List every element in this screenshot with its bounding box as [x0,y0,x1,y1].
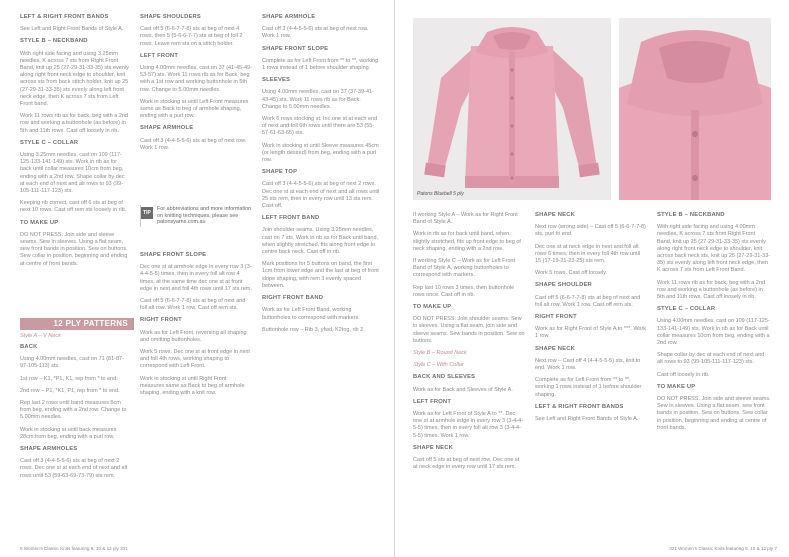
pattern-paragraph: Dec one st at neck edge in next and foll alt rows 6 times, then in every foll 4th row until 15 (17-19-21-23-25) sts rem. [535,243,641,265]
right-footer: 331 Women's Classic Knits featuring 8, 10 & 12 ply 7 [669,546,777,551]
section-heading: RIGHT FRONT [535,314,577,321]
left-column-1 [20,14,130,273]
right-column-3 [657,212,771,437]
collar-detail-illustration [619,18,771,200]
section-heading: STYLE B – NECKBAND [20,38,88,45]
section-heading: RIGHT FRONT [140,317,182,324]
section-heading: TO MAKE UP [20,219,59,226]
collar-detail-photo [619,18,771,200]
pattern-paragraph: Cast off loosely in rib. [657,371,710,378]
section-heading: TO MAKE UP [657,383,696,390]
pattern-paragraph: Keeping rib correct, cast off 6 sts at beg of next 10 rows. Cast off rem sts loosely in rib. [20,200,127,214]
left-page [0,0,394,557]
style-subheading: Style C – With Collar [413,362,464,369]
pattern-paragraph: Cast off 3 (4-4-5-5-6) sts at beg of next row. Work 1 row. [262,26,369,40]
left-column-3 [262,14,380,339]
right-page [395,0,789,557]
tip-box [140,205,253,227]
pattern-paragraph: Work in stocking st until Right Front measures same as Back to beg of armhole shaping, ending with a knit row. [140,375,245,397]
pattern-paragraph: Cast off 5 (6-6-7-7-8) sts at beg of next and foll alt row. Work 1 row. Cast off rem sts. [140,298,246,312]
pattern-paragraph: 1st row – K1, *P1, K1, rep from * to end. [20,375,118,382]
pattern-paragraph: Rep last 10 rows 3 times, then buttonhole rows once. Cast off in rib. [413,284,515,298]
pattern-paragraph: See Left and Right Front Bands of Style A. [20,26,124,33]
section-heading: LEFT FRONT [140,52,179,59]
pattern-paragraph: Using 4.00mm needles, cast on 71 (81-87-97-105-113) sts. [20,356,124,370]
pattern-paragraph: Work in stocking st until Left Front measures same as Back to beg of armhole shaping, ending with a purl row. [140,98,249,120]
section-heading: LEFT & RIGHT FRONT BANDS [535,403,624,410]
section-heading: SHAPE FRONT SLOPE [262,45,329,52]
pattern-paragraph: Work as for Left Front Band, working buttonholes to correspond with markers. [262,307,360,321]
pattern-paragraph: Next row – Cast off 4 (4-4-5-5-5) sts, knit to end. Work 1 row. [535,357,641,372]
pattern-paragraph: Work as for Right Front of Style A to ***. Work 1 row. [535,326,647,340]
left-footer: 8 Women's Classic Knits featuring 8, 10 & 12 ply 331 [20,546,128,551]
pattern-paragraph: Rep last 2 rows until band measures 5cm from beg, ending with a 2nd row. Change to 5.00mm needles. [20,400,127,421]
section-heading: SHAPE SHOULDERS [140,14,201,20]
pattern-paragraph: Next row (wrong side) – Cast off 5 (6-6-7-7-8) sts, purl to end. [535,224,646,238]
section-heading: SHAPE TOP [262,169,298,176]
pattern-paragraph: Shape collar by dec at each end of next and alt rows to 93 (99-105-111-117-123) sts. [657,352,765,366]
left-column-1-lower [20,344,130,485]
cardigan-photo [413,18,611,200]
pattern-paragraph: Buttonhole row – Rib 3, yfwd, K2tog, rib 2. [262,326,365,333]
pattern-paragraph: Using 3.25mm needles, cast on 109 (117-125-133-141-149) sts. Work in rib as for back until collar measures 10cm from beg, ending with a 2nd row. Shape collar by dec at each end of next and alt rows to 93 (99-105-111-117-123) sts. [20,152,125,195]
section-heading: TO MAKE UP [413,304,452,311]
pattern-paragraph: Cast off 3 (4-4-5-5-6) sts at beg of next 2 rows. Dec one st at each end of next and alt rows until 53 (59-63-69-73-79) sts rem. [20,458,128,479]
section-heading: BACK [20,344,38,350]
pattern-paragraph: With right side facing and using 4.00mm needles, K across 7 sts from Right Front Band, knit up 25 (27-29-31-33-35) sts evenly along right front neck edge to shoulder, knit across back neck sts, knit up 25 (27-29-31-33-35) sts evenly along left front neck edge, then K across 7 sts from Left Front Band. [657,224,771,274]
pattern-paragraph: Using 4.00mm needles, cast on 37 (41-45-49-53-57) sts. Work 11 rows rib as for Back, beg with a 1st row and working buttonhole in 5th row. Change to 5.00mm needles. [140,65,252,93]
pattern-paragraph: Cast off 5 sts at beg of next row. Dec one st at neck edge in every row until 17 sts rem. [413,457,520,471]
section-heading: STYLE C – COLLAR [657,306,716,313]
photo-caption: Patons Bluebell 5 ply [417,191,464,197]
section-heading: SHAPE NECK [535,212,576,218]
section-heading: SHAPE NECK [413,444,454,451]
pattern-paragraph: Cast off 3 (4-4-5-5-6) sts at beg of next row. Work 1 row. [140,137,247,151]
pattern-paragraph: Mark positions for 5 buttons on band, the first 1cm from lower edge and the last at beg of front slope shaping, with rem 3 evenly spaced between. [262,261,379,289]
pattern-paragraph: Using 4.00mm needles, cast on 37 (37-39-41-43-45) sts. Work 11 rows rib as for Back. Change to 5.00mm needles. [262,89,374,110]
pattern-paragraph: Work in rib as for back until band, when slightly stretched, fits up front edge to beg of neck shaping, ending with a 2nd row. [413,231,521,252]
pattern-paragraph: Cast off 3 (4-4-5-5-6) sts at beg of next 2 rows. Dec one st at each end of next and alt rows until 25 sts rem, then in every row until 13 sts rem. Cast off. [262,181,380,210]
section-heading: SHAPE ARMHOLES [20,446,78,453]
pattern-paragraph: Join shoulder seams. Using 3.25mm needles, cast on 7 sts. Work in rib as for Back until band, when slightly stretched, fits along front edge to centre back neck. Cast off in rib. [262,227,379,256]
pattern-paragraph: Cast off 5 (6-6-7-7-8) sts at beg of next and foll alt row. Work 1 row. Cast off rem sts. [535,294,641,308]
pattern-paragraph: Work 6 rows stocking st. Inc one st at each end of next and foll 6th rows until there are 53 (55-57-61-63-65) sts. [262,116,378,137]
section-heading: SHAPE FRONT SLOPE [140,252,207,258]
section-heading: BACK AND SLEEVES [413,374,476,381]
section-heading: SHAPE ARMHOLE [262,14,316,20]
section-heading: LEFT & RIGHT FRONT BANDS [20,14,109,20]
section-heading: SLEEVES [262,77,291,84]
section-heading: LEFT FRONT BAND [262,215,320,222]
style-label: Style A – V Neck [20,333,61,339]
pattern-paragraph: Work in stocking st until Sleeve measures 45cm (or length desired) from beg, ending with a purl row. [262,142,379,164]
section-heading: LEFT FRONT [413,398,452,405]
pattern-paragraph: DO NOT PRESS. Join side and sleeve seams. Sew in sleeves. Using a flat seam, sew front bands in position. Sew on buttons. Sew collar in position, beginning and ending at centre of front bands. [20,231,128,267]
cardigan-illustration [413,18,611,200]
pattern-paragraph: Work as for Back and Sleeves of Style A. [413,386,513,393]
pattern-paragraph: Work 11 rows rib as for back, beg with a 2nd row and working a buttonhole (as before) in 5th and 11th rows. Cast off loosely in rib. [657,279,766,301]
pattern-paragraph: If working Style A – Work as for Right Front Band of Style A. [413,212,518,226]
left-column-2-lower [140,252,252,402]
pattern-paragraph: Cast off 5 (6-6-7-7-8) sts at beg of next 4 rows, then 5 (5-6-6-7-7) sts at beg of foll 2 rows. Leave rem sts on a stitch holder. [140,26,243,47]
pattern-paragraph: Using 4.00mm needles, cast on 109 (117-125-133-141-149) sts. Work in rib as for Back until collar measures 10cm from beg, ending with a 2nd row. [657,318,770,347]
pattern-paragraph: Work 5 rows. Dec one st at front edge in next and foll 4th rows, working shaping to correspond with Left Front. [140,349,250,370]
pattern-paragraph: Complete as for Left Front from ** to **, working 1 rows instead of 1 before shoulder shaping. [535,377,642,398]
pattern-paragraph: Dec one st at armhole edge in every row 3 (3-4-4-5-5) times, then in every foll alt row 4 times, at the same time dec one st at front edge in next and foll 4th rows until 17 sts rem. [140,264,252,292]
tip-text: For abbreviations and more information on knitting techniques, please see patonsyarns.com.au [157,206,252,226]
pattern-paragraph: Work 11 rows rib as for back, beg with a 2nd row and working a buttonhole (as before) in 5th and 11th rows. Cast off loosely in rib. [20,113,129,134]
section-heading: SHAPE ARMHOLE [140,125,194,132]
pattern-paragraph: See Left and Right Front Bands of Style A. [535,416,639,423]
pattern-paragraph: 2nd row – P1, *K1, P1, rep from * to end. [20,387,120,394]
left-column-2 [140,14,252,157]
section-heading: STYLE C – COLLAR [20,139,79,146]
pattern-paragraph: Work in stocking st until back measures 28cm from beg, ending with a purl row. [20,426,117,440]
tip-badge: TIP [141,207,153,219]
pattern-paragraph: DO NOT PRESS. Join shoulder seams. Sew in sleeves. Using a flat seam, join side and sleeve seams. Sew bands in position. Sew on buttons. [413,316,525,344]
section-heading: RIGHT FRONT BAND [262,295,324,302]
pattern-paragraph: Work as for Left Front, reversing all shaping and omitting buttonholes. [140,329,247,343]
style-label-wrap [20,333,130,340]
section-heading: STYLE B – NECKBAND [657,212,725,218]
section-banner: 12 PLY PATTERNS [20,318,134,330]
pattern-paragraph: Work as for Left Front of Style A to **. Dec one st at armhole edge in every row 3 (3-4-4-5-5) times, then in every foll alt row 3 (3-4-4-5-5) times. Work 1 row. [413,411,524,439]
pattern-paragraph: DO NOT PRESS. Join side and sleeve seams. Sew in sleeves. Using a flat seam, sew front bands in position. Sew on buttons. Sew collar in position, beginning and ending at centre of front bands. [657,396,771,431]
pattern-paragraph: With right side facing and using 3.25mm needles, K across 7 sts from Right Front Band, knit up 25 (27-29-31-33-35) sts evenly along right front neck edge to shoulder, knit across sts from back stitch holder, knit up 25 (27-29-31-33-35) sts evenly along left front neck edge, then K across 7 sts from Left Front band. [20,50,129,108]
section-heading: SHAPE SHOULDER [535,282,592,289]
section-heading: SHAPE NECK [535,345,576,352]
pattern-paragraph: If working Style C – Work as for Left Front Band of Style A, working buttonholes to correspond with markers. [413,258,515,279]
right-column-2 [535,212,647,428]
pattern-paragraph: Complete as for Left Front from ** to **, working 1 rows instead of 1 before shoulder shaping. [262,57,379,72]
right-column-1 [413,212,525,476]
style-subheading: Style B – Round Neck [413,350,467,357]
pattern-paragraph: Work 5 rows. Cast off loosely. [535,270,608,277]
